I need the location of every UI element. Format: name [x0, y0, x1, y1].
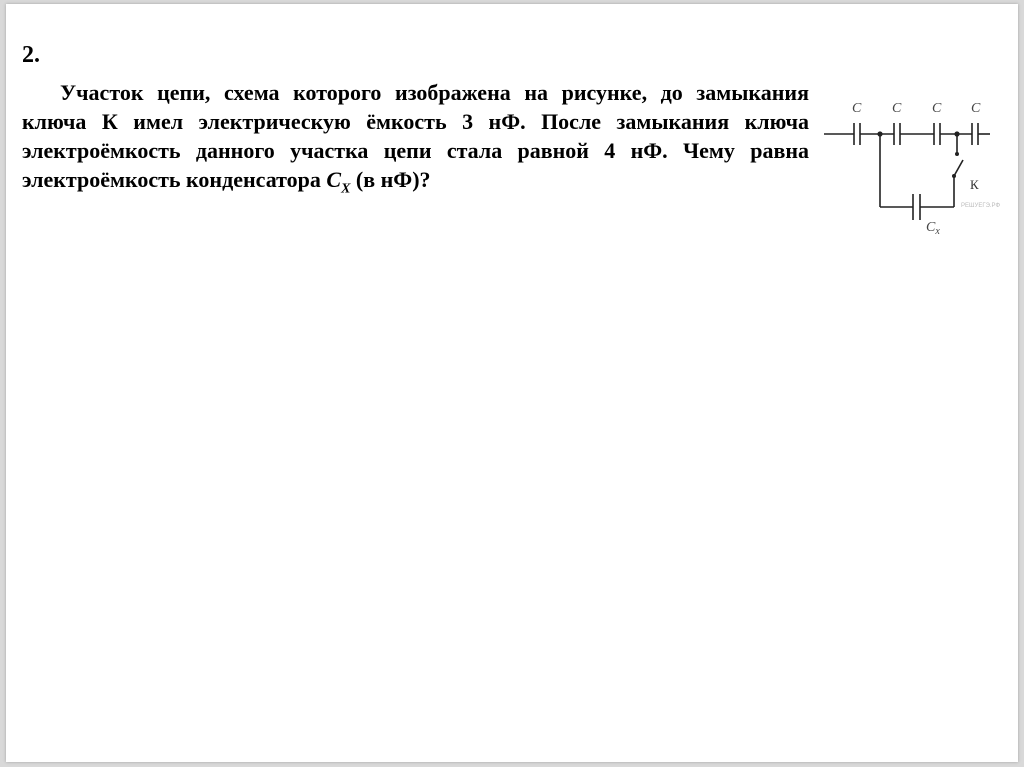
cx-letter: C — [326, 167, 342, 192]
label-capacitor-2: C — [892, 101, 902, 116]
label-cx-letter: C — [926, 220, 936, 235]
cx-symbol — [326, 167, 351, 197]
cx-subscript: X — [341, 181, 351, 197]
switch-contact-top — [955, 152, 959, 156]
problem-line-3: электроёмкость данного участка цепи стала равной 4 нФ. Чему равна — [22, 138, 809, 163]
label-capacitor-3: C — [932, 101, 942, 116]
capacitor-1 — [854, 123, 860, 145]
problem-line-4-prefix: электроёмкость конденсатора — [22, 167, 321, 192]
capacitor-2 — [894, 123, 900, 145]
capacitor-4 — [972, 123, 978, 145]
capacitor-cx — [913, 194, 920, 220]
problem-line-4 — [22, 165, 809, 203]
switch-blade — [954, 160, 963, 176]
problem-line-4-suffix: (в нФ)? — [355, 167, 431, 192]
slide — [6, 4, 1018, 762]
circuit-diagram — [822, 94, 1001, 239]
label-capacitor-4: C — [971, 101, 981, 116]
problem-number: 2. — [22, 42, 40, 68]
label-cx-subscript: x — [935, 226, 940, 237]
label-capacitor-1: C — [852, 101, 862, 116]
watermark: РЕШУЕГЭ.РФ — [961, 203, 1001, 209]
label-cx — [926, 220, 940, 237]
problem-line-2: ключа К имел электрическую ёмкость 3 нФ. После замыкания ключа — [22, 109, 809, 134]
problem-text — [22, 78, 809, 203]
junction-left — [877, 131, 882, 136]
switch-contact-bottom — [952, 174, 956, 178]
junction-right — [954, 131, 959, 136]
capacitor-3 — [934, 123, 940, 145]
problem-line-1: Участок цепи, схема которого изображена на рисунке, до замыкания — [60, 80, 809, 105]
label-switch: К — [970, 177, 979, 192]
